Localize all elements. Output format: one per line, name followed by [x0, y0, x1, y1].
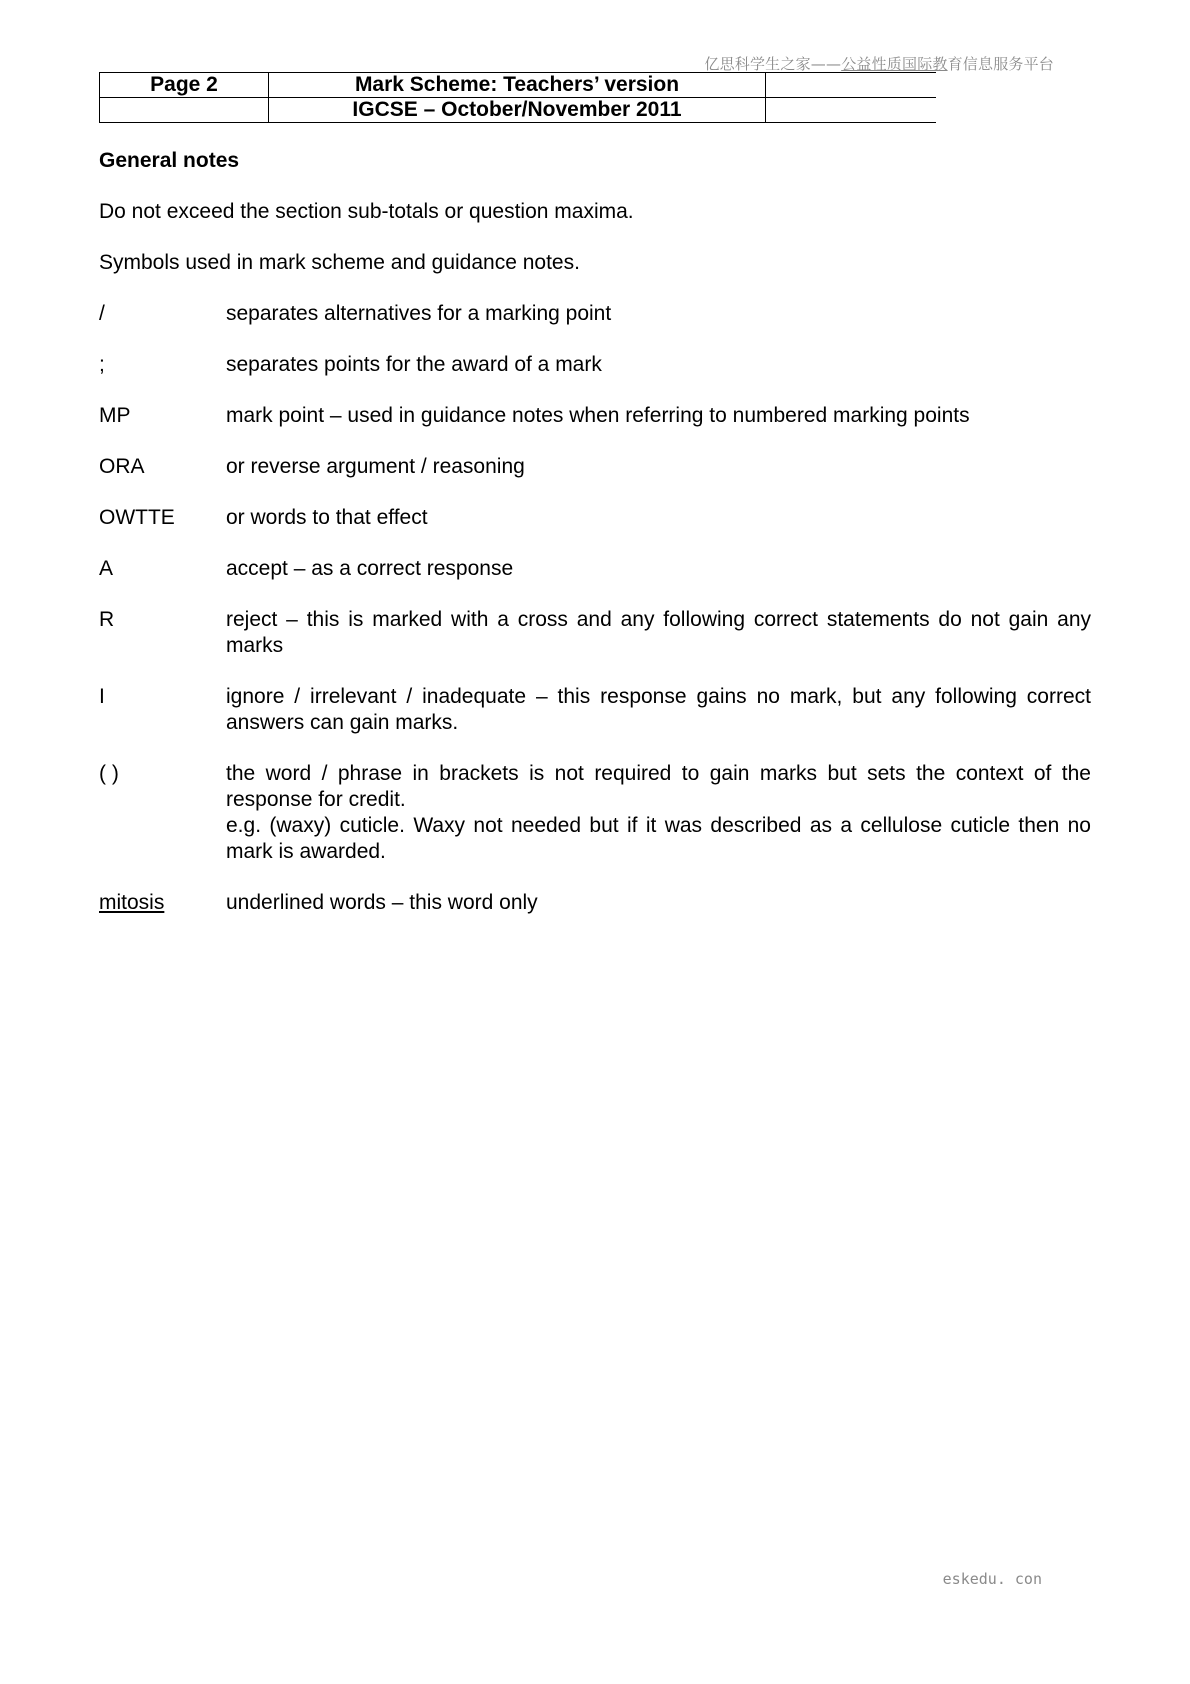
symbol-row — [99, 890, 1091, 916]
main-content — [99, 148, 1091, 941]
description-line: separates alternatives for a marking point — [226, 302, 612, 325]
symbol-row — [99, 403, 1091, 429]
document-title: Mark Scheme: Teachers’ version — [269, 73, 766, 98]
symbol-term: ; — [99, 353, 105, 376]
symbol-list — [99, 301, 1091, 916]
symbol-term: ORA — [99, 455, 145, 478]
exam-session: IGCSE – October/November 2011 — [269, 98, 766, 123]
symbol-description — [226, 301, 1091, 327]
symbol-term: A — [99, 557, 114, 580]
symbol-term: MP — [99, 404, 131, 427]
symbol-row — [99, 761, 1091, 865]
description-line: the word / phrase in brackets is not required to gain marks but sets the context of the response for credit. — [226, 762, 1091, 811]
description-line: or reverse argument / reasoning — [226, 455, 525, 478]
symbol-row — [99, 607, 1091, 659]
intro-paragraph: Do not exceed the section sub-totals or question maxima. — [99, 200, 634, 223]
watermark-prefix: 亿思科学生之家—— — [704, 55, 842, 73]
header-cell-left-2 — [100, 98, 269, 123]
symbol-description — [226, 607, 1091, 659]
page-header-table — [99, 72, 936, 123]
header-row-2 — [100, 98, 937, 123]
symbol-row — [99, 352, 1091, 378]
watermark-link[interactable]: 公益性质国际教 — [841, 55, 948, 73]
symbol-description — [226, 890, 1091, 916]
description-line: accept – as a correct response — [226, 557, 514, 580]
symbol-row — [99, 556, 1091, 582]
description-line: separates points for the award of a mark — [226, 353, 602, 376]
header-cell-right-1 — [766, 73, 937, 98]
symbols-intro: Symbols used in mark scheme and guidance notes. — [99, 251, 580, 274]
symbol-term: / — [99, 302, 105, 325]
symbol-description — [226, 505, 1091, 531]
symbol-description — [226, 684, 1091, 736]
symbol-term: ( ) — [99, 762, 119, 785]
symbol-description — [226, 454, 1091, 480]
description-line: mark point – used in guidance notes when referring to numbered marking points — [226, 404, 970, 427]
section-heading: General notes — [99, 149, 240, 172]
header-cell-right-2 — [766, 98, 937, 123]
symbol-term: I — [99, 685, 105, 708]
symbol-row — [99, 684, 1091, 736]
footer-watermark: eskedu. con — [942, 1570, 1042, 1588]
symbol-term: OWTTE — [99, 506, 175, 529]
symbol-term: R — [99, 608, 115, 631]
description-line: or words to that effect — [226, 506, 428, 529]
description-line: reject – this is marked with a cross and any following correct statements do not gain any marks — [226, 608, 1091, 657]
description-line: e.g. (waxy) cuticle. Waxy not needed but if it was described as a cellulose cuticle then no mark is awarded. — [226, 814, 1091, 863]
symbol-row — [99, 454, 1091, 480]
header-row-1 — [100, 73, 937, 98]
watermark-suffix: 育信息服务平台 — [947, 55, 1054, 73]
symbol-description — [226, 403, 1091, 429]
page-number: Page 2 — [100, 73, 269, 98]
description-line: underlined words – this word only — [226, 891, 538, 914]
symbol-description — [226, 556, 1091, 582]
symbol-row — [99, 505, 1091, 531]
description-line: ignore / irrelevant / inadequate – this response gains no mark, but any following correct answers can gain marks. — [226, 685, 1091, 734]
symbol-term: mitosis — [99, 891, 165, 914]
symbol-row — [99, 301, 1091, 327]
symbol-description — [226, 761, 1091, 865]
watermark — [704, 53, 1054, 74]
symbol-description — [226, 352, 1091, 378]
